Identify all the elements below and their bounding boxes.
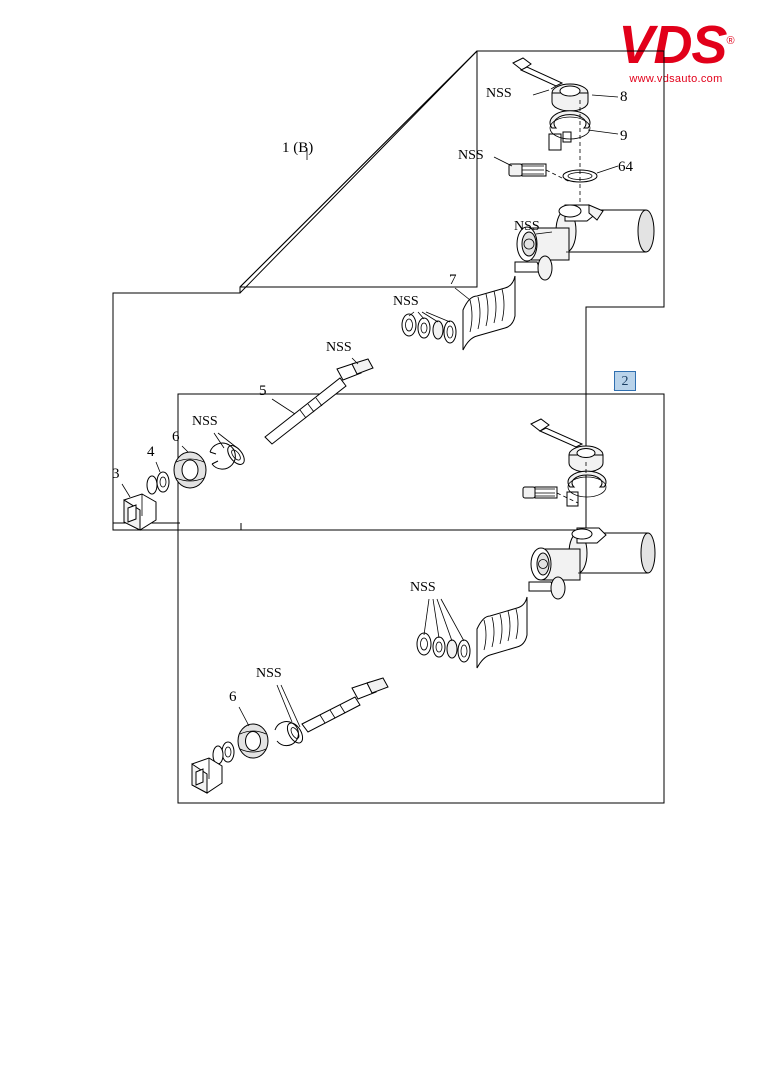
- callout-7: 7: [449, 272, 457, 288]
- logo-url-text: www.vdsauto.com: [629, 73, 723, 85]
- callout-3: 3: [112, 466, 120, 482]
- callout-nss-rod: NSS: [326, 340, 352, 355]
- callout-nss-rod-2: NSS: [256, 666, 282, 681]
- callout-8: 8: [620, 89, 628, 105]
- callout-nss-clamp: NSS: [458, 148, 484, 163]
- part-master-cylinder-body-1: [515, 205, 654, 280]
- callout-1b: 1 (B): [282, 140, 314, 156]
- callout-4: 4: [147, 444, 155, 460]
- callout-nss-top: NSS: [486, 86, 512, 101]
- callout-9: 9: [620, 128, 628, 144]
- logo-registered-mark: ®: [726, 35, 734, 47]
- part-8-pipe-connector: [513, 58, 588, 111]
- group-1b-diagonal2: [240, 51, 477, 287]
- logo-brand-text: VDS: [618, 15, 727, 75]
- callout-nss-boot: NSS: [192, 414, 218, 429]
- part-4-washer: [147, 472, 169, 494]
- callout-6: 6: [172, 429, 180, 445]
- part-dust-boot-2: [238, 724, 268, 758]
- part-washer-cluster-1: [402, 314, 456, 343]
- part-nss-bolt-clamp: [509, 164, 570, 182]
- part-3-clevis: [124, 494, 156, 530]
- part-9-clamp: [549, 111, 590, 150]
- callout-nss-pack: NSS: [393, 294, 419, 309]
- badge-2[interactable]: 2: [614, 371, 636, 391]
- callout-64: 64: [618, 159, 633, 175]
- callout-5: 5: [259, 383, 267, 399]
- callout-nss-pack-2: NSS: [410, 580, 436, 595]
- callout-6-2: 6: [229, 689, 237, 705]
- callout-nss-body: NSS: [514, 219, 540, 234]
- part-6-dust-boot: [174, 452, 206, 488]
